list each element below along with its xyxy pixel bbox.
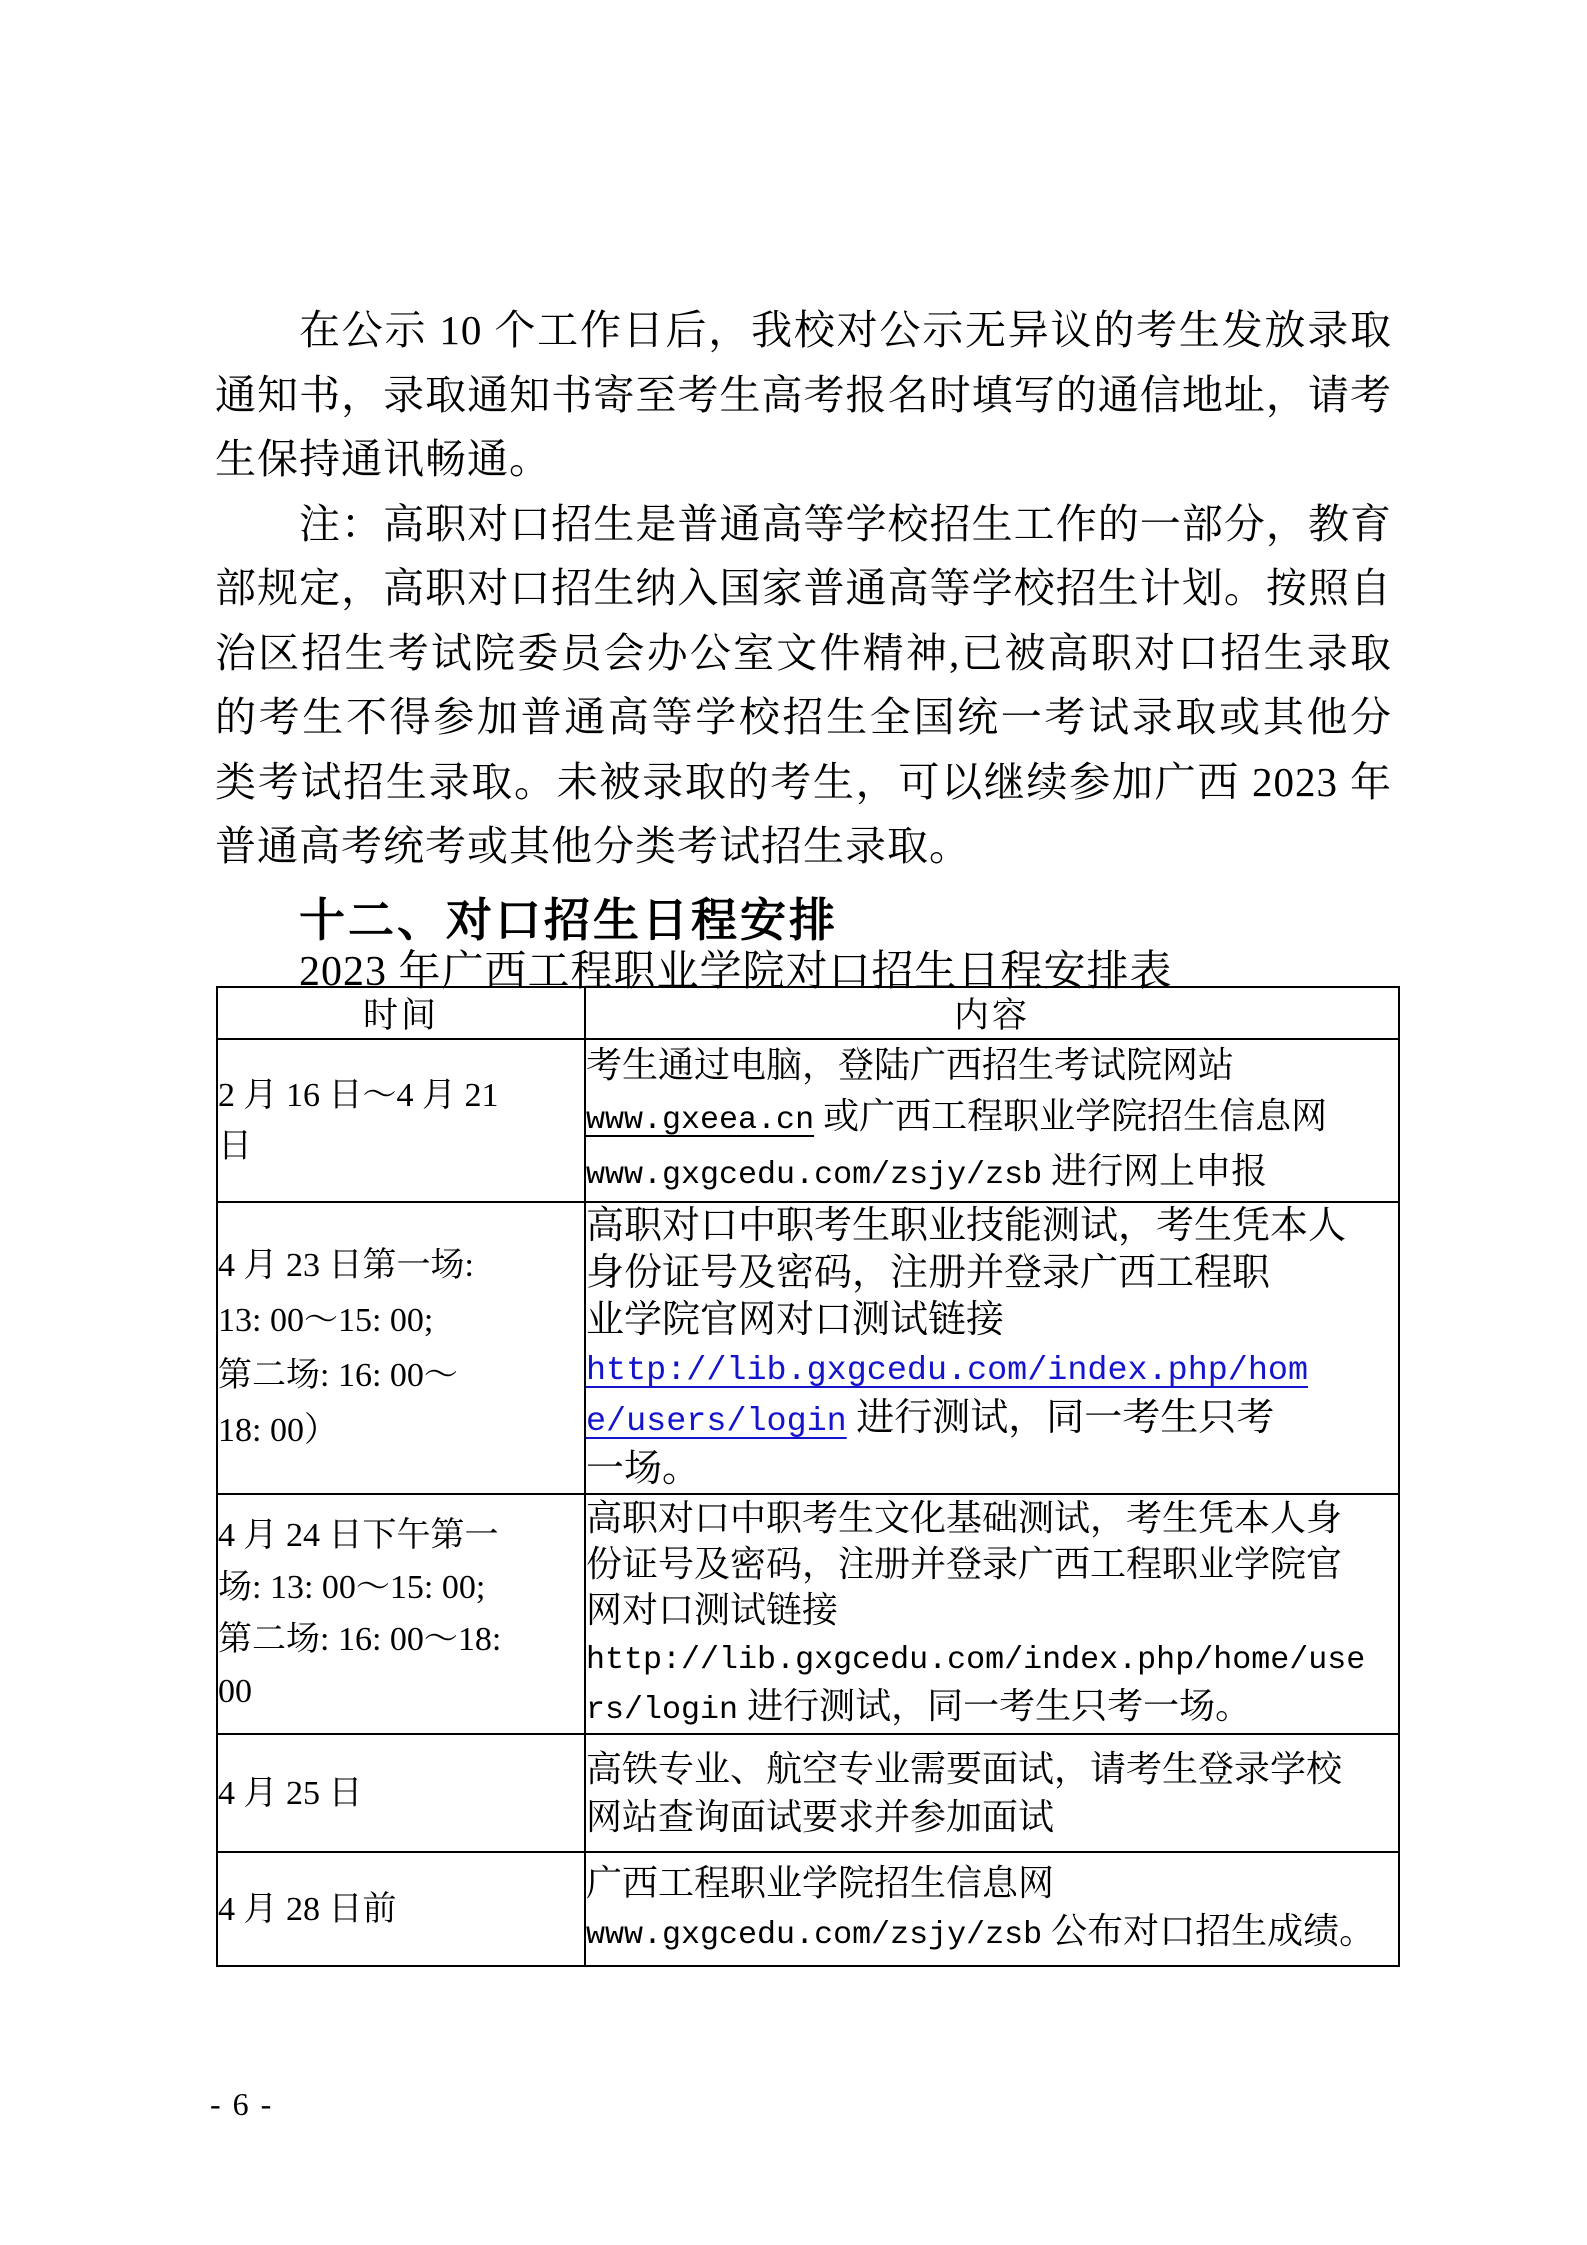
table-caption: 2023 年广西工程职业学院对口招生日程安排表: [299, 949, 1173, 995]
content-line: [586, 1091, 1398, 1146]
content-line: [586, 1745, 1398, 1793]
content-text: 业学院官网对口测试链接: [586, 1299, 1005, 1341]
time-line: 4 月 25 日: [218, 1774, 363, 1812]
body-paragraph-line: 普通高考统考或其他分类考试招生录取。: [215, 823, 971, 869]
time-cell: [217, 1852, 585, 1966]
url-text: rs/login: [586, 1692, 739, 1728]
url-text: http://lib.gxgcedu.com/index.php/home/use: [586, 1642, 1366, 1678]
content-text: 高职对口中职考生文化基础测试，考生凭本人身: [586, 1498, 1343, 1538]
time-cell: [217, 1734, 585, 1852]
hyperlink[interactable]: http://lib.gxgcedu.com/index.php/hom: [586, 1352, 1309, 1390]
body-paragraph-line: 注：高职对口招生是普通高等学校招生工作的一部分，教育: [299, 500, 1392, 547]
time-line: 第二场: 16: 00～: [218, 1357, 458, 1394]
content-line: [586, 1859, 1398, 1907]
content-text: 考生通过电脑，登陆广西招生考试院网站: [586, 1045, 1235, 1085]
content-line: [586, 1541, 1398, 1587]
schedule-table: [216, 986, 1400, 1967]
body-paragraphs: [215, 298, 1392, 879]
time-cell: [217, 1494, 585, 1734]
content-line: [586, 1203, 1398, 1250]
table-row: [217, 1852, 1399, 1966]
content-cell: [585, 1039, 1399, 1202]
content-text: 广西工程职业学院招生信息网: [586, 1863, 1055, 1903]
body-paragraph-line: 类考试招生录取。未被录取的考生，可以继续参加广西 2023 年: [215, 758, 1392, 805]
table-row: [217, 1202, 1399, 1494]
time-cell: [217, 1202, 585, 1494]
content-text: 公布对口招生成绩。: [1042, 1911, 1376, 1951]
content-line: [586, 1297, 1398, 1344]
content-line: [586, 1495, 1398, 1541]
content-cell: [585, 1494, 1399, 1734]
body-paragraph-line: 通知书，录取通知书寄至考生高考报名时填写的通信地址，请考: [215, 371, 1392, 418]
hyperlink[interactable]: www.gxeea.cn: [586, 1102, 815, 1138]
table-row: [217, 1734, 1399, 1852]
time-line: 2 月 16 日～4 月 21: [218, 1076, 499, 1114]
time-line: 第二场: 16: 00～18:: [218, 1621, 502, 1658]
time-line: 13: 00～15: 00;: [218, 1302, 434, 1339]
time-line: 18: 00）: [218, 1412, 338, 1449]
content-text: 网对口测试链接: [586, 1590, 839, 1630]
body-paragraph-line: 在公示 10 个工作日后，我校对公示无异议的考生发放录取: [299, 307, 1392, 353]
time-cell: [217, 1039, 585, 1202]
table-header-row: [217, 987, 1399, 1039]
time-line: 4 月 23 日第一场:: [218, 1247, 474, 1284]
url-text: www.gxgcedu.com/zsjy/zsb: [586, 1157, 1043, 1193]
header-cell-time: 时间: [217, 987, 585, 1039]
page-number: - 6 -: [210, 2086, 274, 2122]
header-cell-content: 内容: [585, 987, 1399, 1039]
content-text: 进行网上申报: [1042, 1151, 1268, 1191]
time-line: 日: [218, 1127, 252, 1165]
content-text: 或广西工程职业学院招生信息网: [814, 1096, 1328, 1136]
content-text: 份证号及密码，注册并登录广西工程职业学院官: [586, 1544, 1343, 1584]
time-line: 场: 13: 00～15: 00;: [218, 1569, 486, 1606]
body-paragraph-line: 的考生不得参加普通高等学校招生全国统一考试录取或其他分: [215, 694, 1392, 740]
content-line: [586, 1040, 1398, 1091]
content-line: [586, 1146, 1398, 1201]
time-line: 4 月 28 日前: [218, 1890, 397, 1928]
content-cell: [585, 1852, 1399, 1966]
content-line: [586, 1344, 1398, 1395]
content-text: 高铁专业、航空专业需要面试，请考生登录学校: [586, 1749, 1343, 1789]
content-text: 进行测试，同一考生只考一场。: [738, 1686, 1252, 1726]
section-heading: 十二、对口招生日程安排: [299, 894, 838, 946]
content-line: [586, 1683, 1398, 1733]
content-line: [586, 1446, 1398, 1493]
time-line: 4 月 24 日下午第一: [218, 1517, 499, 1554]
time-line: 00: [218, 1673, 252, 1710]
hyperlink[interactable]: e/users/login: [586, 1403, 847, 1441]
content-line: [586, 1793, 1398, 1841]
content-line: [586, 1395, 1398, 1446]
content-text: 身份证号及密码，注册并登录广西工程职: [586, 1252, 1271, 1294]
content-text: 进行测试，同一考生只考: [846, 1397, 1275, 1439]
content-text: 网站查询面试要求并参加面试: [586, 1797, 1055, 1837]
body-paragraph-line: 生保持通讯畅通。: [215, 436, 551, 482]
content-line: [586, 1250, 1398, 1297]
content-line: [586, 1633, 1398, 1683]
content-cell: [585, 1202, 1399, 1494]
content-line: [586, 1907, 1398, 1959]
body-paragraph-line: 治区招生考试院委员会办公室文件精神,已被高职对口招生录取: [215, 629, 1392, 676]
table-row: [217, 1494, 1399, 1734]
content-text: 高职对口中职考生职业技能测试，考生凭本人: [586, 1205, 1347, 1247]
content-cell: [585, 1734, 1399, 1852]
url-text: www.gxgcedu.com/zsjy/zsb: [586, 1917, 1043, 1953]
content-text: 一场。: [586, 1448, 701, 1490]
table-row: [217, 1039, 1399, 1202]
body-paragraph-line: 部规定，高职对口招生纳入国家普通高等学校招生计划。按照自: [215, 565, 1392, 611]
content-line: [586, 1587, 1398, 1633]
